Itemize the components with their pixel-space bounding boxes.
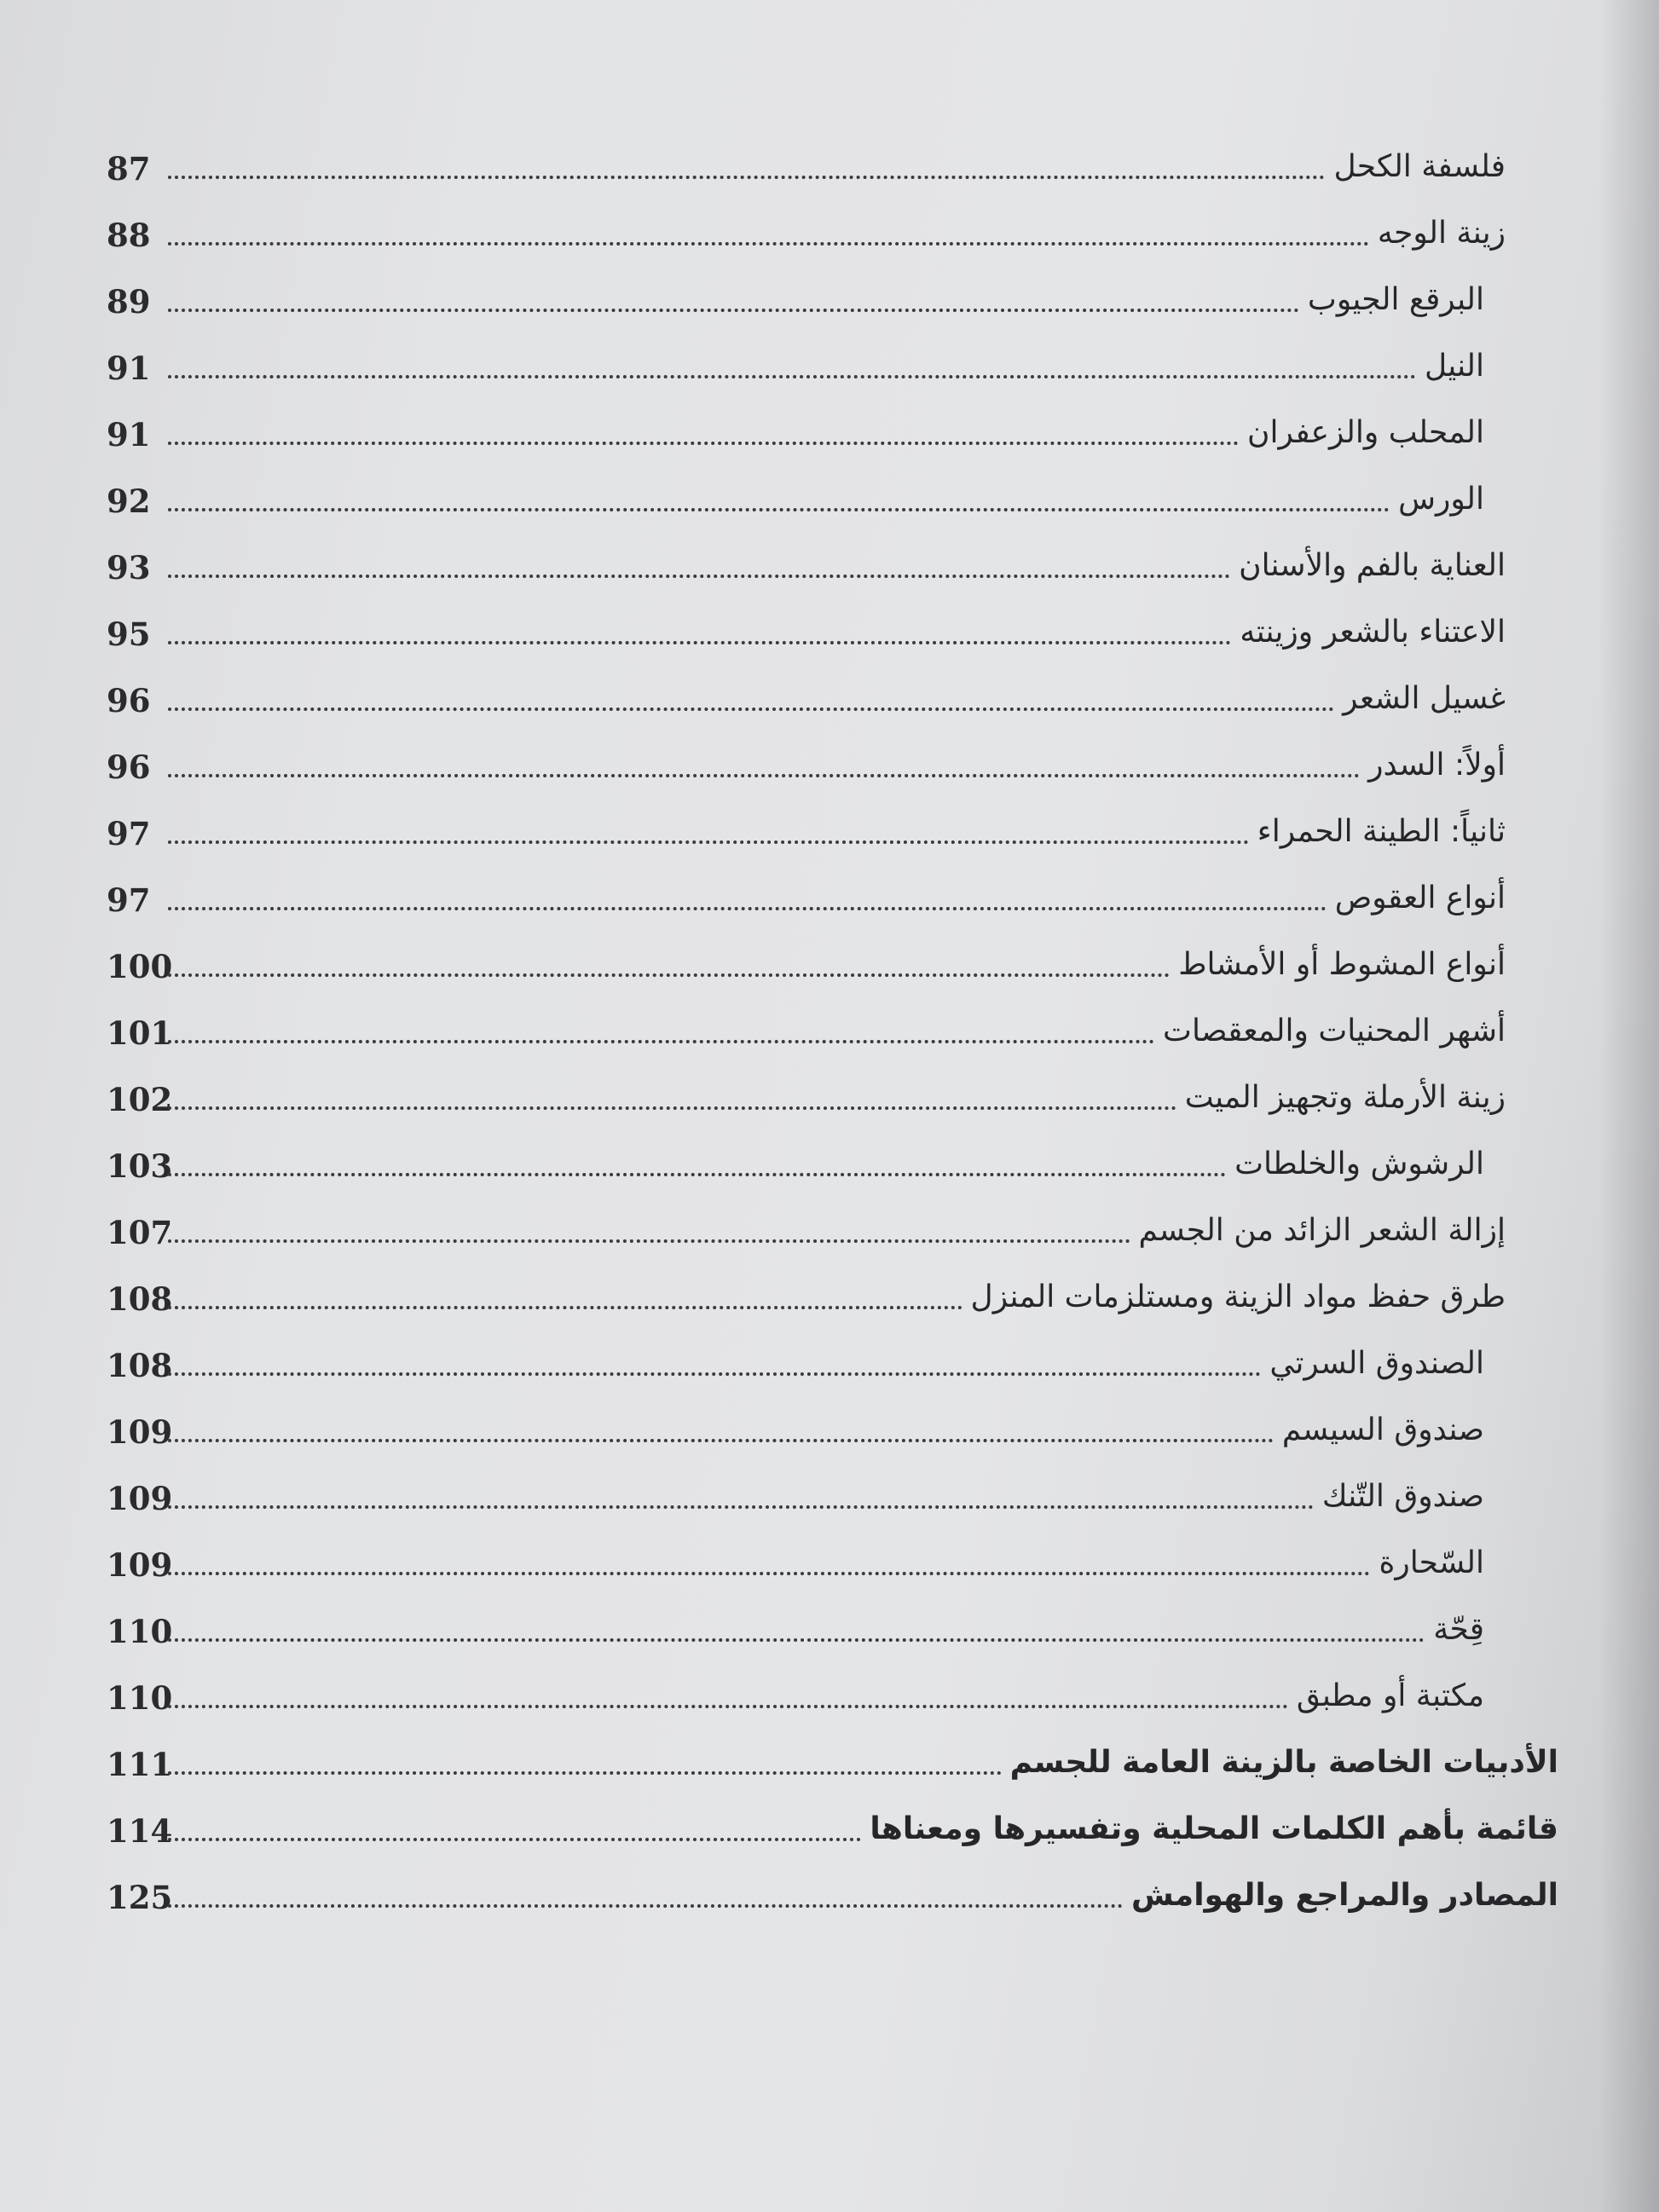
dot-leader: [168, 1439, 1274, 1442]
entry-title: إزالة الشعر الزائد من الجسم: [1138, 1213, 1506, 1248]
entry-title: قائمة بأهم الكلمات المحلية وتفسيرها ومعناها: [870, 1811, 1558, 1846]
entry-title: فلسفة الكحل: [1333, 149, 1506, 184]
page-number: 93: [107, 549, 151, 586]
toc-entry: [107, 1666, 1484, 1717]
entry-title: زينة الأرملة وتجهيز الميت: [1184, 1080, 1506, 1115]
page-number: 102: [107, 1081, 173, 1118]
dot-leader: [168, 176, 1325, 179]
page-number: 89: [107, 283, 151, 321]
toc-entry: [107, 1799, 1558, 1850]
entry-title: المحلب والزعفران: [1247, 415, 1484, 450]
entry-title: صندوق التّنك: [1321, 1479, 1484, 1514]
toc-entry: [107, 1333, 1484, 1384]
dot-leader: [168, 1106, 1176, 1110]
entry-title: الصندوق السرتي: [1269, 1346, 1484, 1381]
dot-leader: [168, 1771, 1002, 1775]
page-number: 108: [107, 1347, 173, 1384]
entry-title: الاعتناء بالشعر وزينته: [1240, 615, 1506, 650]
dot-leader: [168, 1173, 1226, 1176]
toc-entry: [107, 1001, 1506, 1052]
dot-leader: [168, 707, 1334, 711]
dot-leader: [168, 1638, 1425, 1642]
dot-leader: [168, 1705, 1288, 1708]
dot-leader: [168, 242, 1369, 245]
toc-entry: [107, 1732, 1558, 1783]
toc-entry: [107, 269, 1484, 321]
toc-entry: [107, 735, 1506, 786]
entry-title: أنواع المشوط أو الأمشاط: [1178, 947, 1506, 982]
entry-title: صندوق السيسم: [1281, 1412, 1484, 1447]
toc-entry: [107, 801, 1506, 852]
dot-leader: [168, 1372, 1261, 1376]
page-number: 96: [107, 748, 151, 786]
dot-leader: [168, 508, 1390, 511]
page-number: 97: [107, 815, 151, 852]
page-number: 110: [107, 1679, 173, 1717]
dot-leader: [168, 1505, 1314, 1509]
toc-entry: [107, 1599, 1484, 1650]
toc-entry: [107, 602, 1506, 653]
page-number: 114: [107, 1812, 173, 1850]
toc-entry: [107, 535, 1506, 586]
toc-entry: [107, 1267, 1506, 1318]
page-number: 96: [107, 682, 151, 719]
toc-entry: [107, 203, 1506, 254]
entry-title: أنواع العقوص: [1334, 881, 1506, 915]
toc-entry: [107, 1200, 1506, 1251]
page-number: 92: [107, 482, 151, 520]
toc-entry: [107, 668, 1506, 719]
page-number: 109: [107, 1546, 173, 1584]
dot-leader: [168, 973, 1170, 977]
page-number: 95: [107, 615, 151, 653]
entry-title: غسيل الشعر: [1343, 681, 1506, 716]
page-number: 87: [107, 150, 151, 188]
toc-entry: [107, 1067, 1506, 1118]
dot-leader: [168, 375, 1416, 378]
page-number: 111: [107, 1746, 173, 1783]
dot-leader: [168, 1838, 861, 1841]
toc-entry: [107, 136, 1506, 188]
toc-entry: [107, 1466, 1484, 1517]
toc-entry: [107, 868, 1506, 919]
entry-title: طرق حفظ مواد الزينة ومستلزمات المنزل: [970, 1279, 1506, 1314]
page-number: 109: [107, 1480, 173, 1517]
entry-title: العناية بالفم والأسنان: [1239, 548, 1506, 583]
entry-title: الرشوش والخلطات: [1234, 1146, 1484, 1181]
dot-leader: [168, 1040, 1154, 1043]
entry-title: قِحّة: [1433, 1612, 1484, 1647]
dot-leader: [168, 1572, 1370, 1575]
dot-leader: [168, 575, 1230, 578]
entry-title: أولاً: السدر: [1368, 748, 1506, 783]
dot-leader: [168, 309, 1299, 312]
entry-title: البرقع الجيوب: [1307, 282, 1484, 317]
dot-leader: [168, 907, 1327, 910]
page-number: 101: [107, 1014, 173, 1052]
dot-leader: [168, 442, 1239, 445]
entry-title: زينة الوجه: [1377, 216, 1506, 251]
page-number: 97: [107, 881, 151, 919]
page-number: 103: [107, 1147, 173, 1185]
page-number: 91: [107, 416, 151, 453]
dot-leader: [168, 774, 1360, 777]
entry-title: الورس: [1398, 482, 1484, 517]
toc-entry: [107, 402, 1484, 453]
toc-entry: [107, 336, 1484, 387]
page-number: 100: [107, 948, 173, 985]
entry-title: السّحارة: [1379, 1545, 1484, 1580]
entry-title: النيل: [1425, 349, 1484, 384]
entry-title: أشهر المحنيات والمعقصات: [1163, 1014, 1506, 1048]
page-number: 125: [107, 1879, 173, 1916]
page-number: 110: [107, 1613, 173, 1650]
toc-entry: [107, 934, 1506, 985]
toc-entry: [107, 1400, 1484, 1451]
page-number: 108: [107, 1280, 173, 1318]
page-number: 88: [107, 217, 151, 254]
dot-leader: [168, 1306, 962, 1309]
toc-entry: [107, 1865, 1558, 1916]
page-number: 107: [107, 1214, 173, 1251]
toc-entry: [107, 1533, 1484, 1584]
dot-leader: [168, 840, 1249, 844]
dot-leader: [168, 1239, 1130, 1243]
entry-title: المصادر والمراجع والهوامش: [1131, 1878, 1558, 1913]
toc-entry: [107, 469, 1484, 520]
dot-leader: [168, 641, 1231, 644]
dot-leader: [168, 1904, 1123, 1908]
page-number: 91: [107, 349, 151, 387]
page-number: 109: [107, 1413, 173, 1451]
toc-entry: [107, 1134, 1484, 1185]
entry-title: الأدبيات الخاصة بالزينة العامة للجسم: [1009, 1745, 1558, 1780]
entry-title: ثانياً: الطينة الحمراء: [1257, 814, 1506, 849]
entry-title: مكتبة أو مطبق: [1296, 1678, 1484, 1713]
